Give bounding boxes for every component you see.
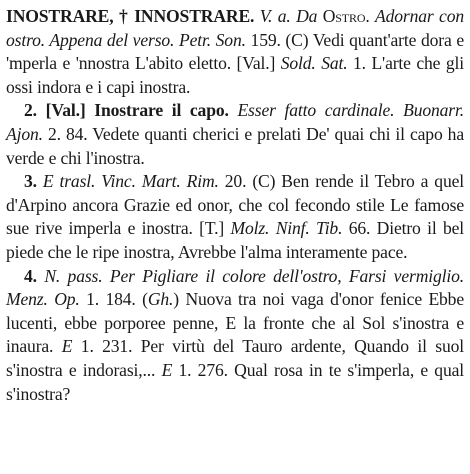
text-run: 66. Dietro il bel piede che le ripe inostra, Avrebbe l'alma interamente pace.	[6, 218, 464, 262]
text-run: E	[161, 359, 173, 380]
text-run: 4.	[24, 265, 37, 286]
text-run: V. a. Da	[259, 6, 318, 26]
text-run: 1. 276. Qual rosa in te s'imperla, e qual s'inostra?	[6, 359, 464, 404]
text-run: Sold. Sat.	[280, 53, 348, 74]
text-run: 3.	[24, 171, 37, 192]
text-run: 159. (C) Vedi quant'arte dora e 'mperla e 'nnostra L'abito eletto. [Val.]	[6, 29, 464, 74]
entry-paragraph-1	[6, 5, 464, 99]
text-run: .	[365, 6, 376, 26]
text-run: N. pass. Per	[44, 265, 135, 286]
text-run: Pigliare il colore dell'ostro, Farsi vermiglio. Menz. Op.	[6, 265, 465, 310]
text-run: 2. 84. Vedete quanti cherici e prelati De' quai chi il capo ha verde e chi l'inostra.	[6, 123, 464, 168]
text-run: Esser fatto cardinale. Buonarr. Ajon.	[6, 100, 464, 144]
text-run: INOSTRARE, † INNOSTRARE.	[6, 6, 255, 26]
text-run: Ostro	[322, 6, 366, 26]
text-run: Molz. Ninf. Tib.	[230, 218, 343, 239]
text-run: ) Nuova tra noi vaga d'onor fenice Ebbe lucenti, ebbe porporee penne, E la fronte che al Sol s'inostra e inaura.	[6, 289, 464, 357]
text-run: Adornar con ostro. Appena del verso. Petr. Son.	[6, 6, 464, 50]
entry-paragraph-3	[6, 170, 464, 264]
entry-paragraph-4	[6, 265, 464, 407]
text-run: 1. L'arte che gli ossi indora e i capi inostra.	[6, 53, 464, 97]
text-run: E	[61, 336, 73, 357]
text-run: 1. 231. Per virtù del Tauro ardente, Quando il suol s'inostra e indorasi,...	[6, 336, 464, 380]
text-run: Gh.	[147, 289, 174, 310]
text-run: 2. [Val.] Inostrare il capo.	[24, 100, 229, 121]
entry-paragraph-2	[6, 99, 464, 170]
text-run: E trasl. Vinc. Mart. Rim.	[42, 171, 219, 192]
text-run: 1. 184. (	[79, 289, 148, 310]
text-run: 20. (C) Ben rende il Tebro a quel d'Arpino ancora Grazie ed onor, che col fecondo stile Le famose sue rive imperla e inostra. [T.]	[6, 171, 465, 239]
